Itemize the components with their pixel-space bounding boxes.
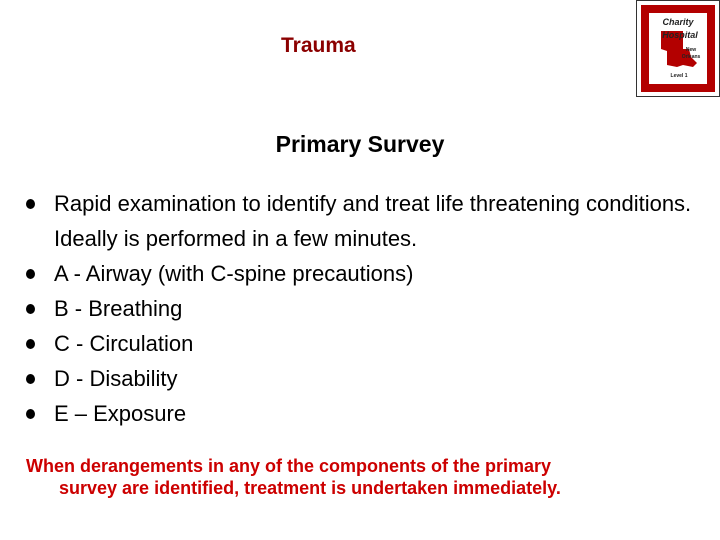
bullet-text: E – Exposure (54, 401, 187, 426)
bullet-item (24, 186, 704, 256)
bullet-item (24, 326, 704, 361)
logo-text-1: Charity (662, 17, 694, 27)
bullet-dot-icon (26, 199, 35, 209)
bullet-dot-icon (26, 409, 35, 419)
slide-subtitle: Primary Survey (275, 131, 445, 157)
logo-text-4: Orleans (681, 54, 701, 60)
logo-text-5: Level 1 (670, 73, 688, 79)
bullet-text: Rapid examination to identify and treat life threatening conditions. Ideally is performed in a few minutes. (54, 191, 692, 251)
logo-text-3: New (685, 47, 697, 53)
bullet-text: B - Breathing (54, 296, 183, 321)
summary-note (27, 455, 707, 499)
logo-text-2: Hospital (662, 30, 698, 40)
bullet-item (24, 291, 704, 326)
bullet-text: C - Circulation (54, 331, 194, 356)
bullet-dot-icon (26, 339, 35, 349)
bullet-list (24, 186, 704, 431)
logo-graphic (637, 1, 719, 96)
bullet-item (24, 361, 704, 396)
bullet-item (24, 256, 704, 291)
bullet-text: D - Disability (54, 366, 178, 391)
slide-title: Trauma (281, 34, 356, 57)
bullet-dot-icon (26, 374, 35, 384)
summary-note-line-1: When derangements in any of the components of the primary (26, 456, 552, 476)
summary-note-line-2: survey are identified, treatment is undertaken immediately. (59, 478, 561, 498)
bullet-dot-icon (26, 269, 35, 279)
bullet-dot-icon (26, 304, 35, 314)
bullet-item (24, 396, 704, 431)
bullet-text: A - Airway (with C-spine precautions) (54, 261, 414, 286)
charity-hospital-logo (636, 0, 720, 97)
